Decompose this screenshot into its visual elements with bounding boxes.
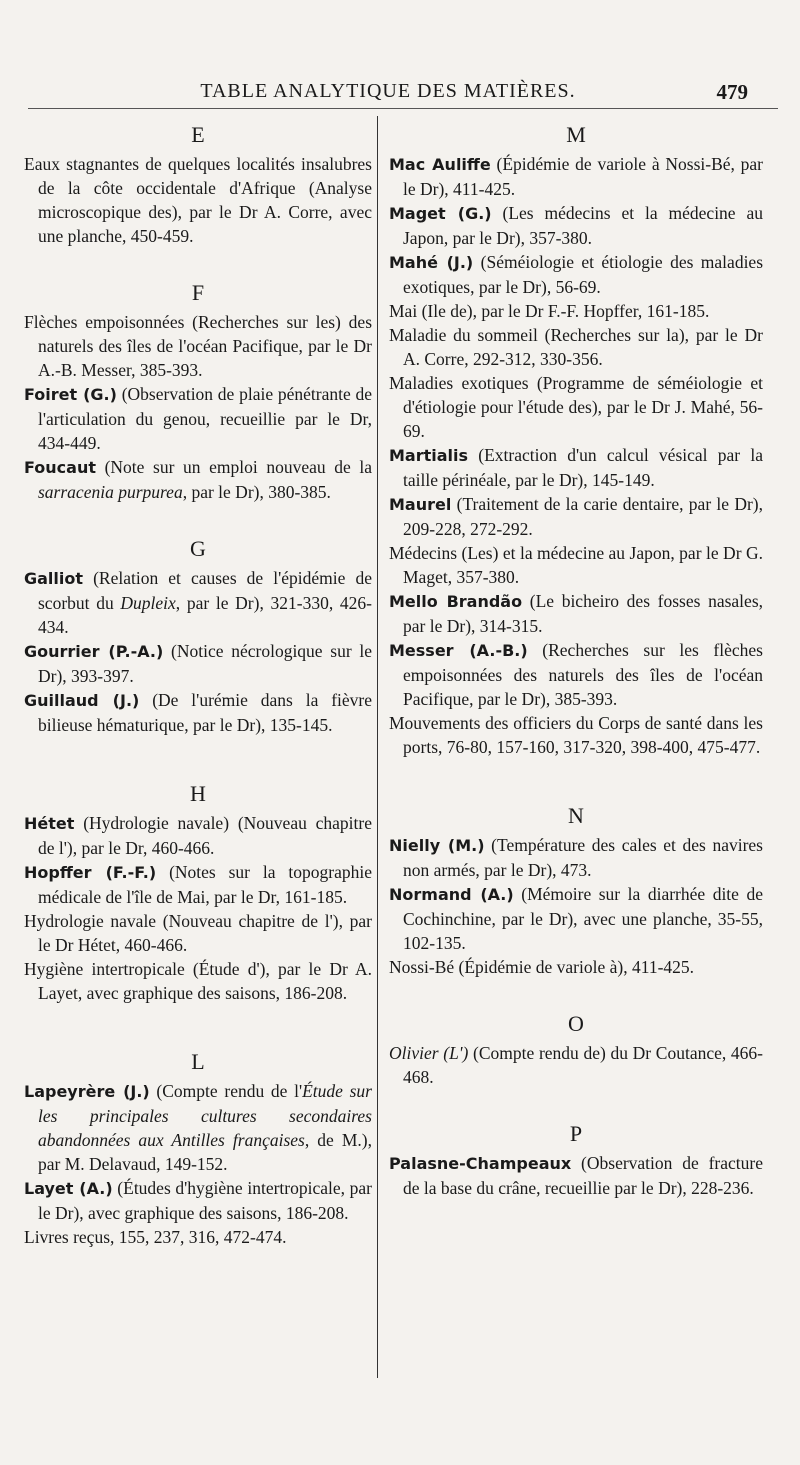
entry-headword: Olivier (L') [389, 1043, 469, 1063]
index-entry: Hétet (Hydrologie navale) (Nouveau chapitre de l'), par le Dr, 460-466. [24, 813, 372, 858]
index-entry: Hydrologie navale (Nouveau chapitre de l'), par le Dr Hétet, 460-466. [24, 911, 372, 955]
section-letter-g: G [190, 536, 206, 561]
index-entry: Gourrier (P.-A.) (Notice nécrologique sur le Dr), 393-397. [24, 641, 372, 686]
entry-headword: Messer (A.-B.) [389, 641, 528, 660]
entry-headword: Guillaud (J.) [24, 691, 140, 710]
entry-headword: Gourrier (P.-A.) [24, 642, 164, 661]
entry-headword: Galliot [24, 569, 84, 588]
index-entry: Lapeyrère (J.) (Compte rendu de l'Étude sur les principales cultures secondaires abandonnées aux Antilles françaises, de M.), par M. Delavaud, 149-152. [24, 1081, 373, 1174]
index-entry: Maget (G.) (Les médecins et la médecine au Japon, par le Dr), 357-380. [389, 203, 763, 248]
index-entry: Eaux stagnantes de quelques localités insalubres de la côte occidentale d'Afrique (Analyse microscopique des), par le Dr A. Corre, avec une planche, 450-459. [24, 154, 372, 246]
entry-headword: Mello Brandão [389, 592, 523, 611]
index-entry: Flèches empoisonnées (Recherches sur les) des naturels des îles de l'océan Pacifique, par le Dr A.-B. Messer, 385-393. [24, 312, 372, 380]
index-entry: Galliot (Relation et causes de l'épidémie de scorbut du Dupleix, par le Dr), 321-330, 426-434. [24, 568, 372, 637]
page-title: TABLE ANALYTIQUE DES MATIÈRES. [200, 80, 576, 102]
index-entry: Martialis (Extraction d'un calcul vésical par la taille périnéale, par le Dr), 145-149. [389, 445, 763, 490]
left-column [24, 118, 372, 1249]
section-letter-f: F [191, 280, 205, 305]
section-letter-e: E [191, 122, 205, 147]
index-entry: Nielly (M.) (Température des cales et des navires non armés, par le Dr), 473. [389, 835, 763, 880]
index-entry: Mouvements des officiers du Corps de santé dans les ports, 76-80, 157-160, 317-320, 398-400, 475-477. [389, 713, 763, 757]
entry-headword: Mahé (J.) [389, 253, 474, 272]
section-letter-n: N [568, 803, 584, 828]
right-column [389, 118, 763, 1200]
entry-headword: Layet (A.) [24, 1179, 113, 1198]
section-letter-h: H [190, 781, 206, 806]
entry-headword: Lapeyrère (J.) [24, 1082, 150, 1101]
index-entry: Mello Brandão (Le bicheiro des fosses nasales, par le Dr), 314-315. [389, 591, 763, 636]
index-entry: Mahé (J.) (Séméiologie et étiologie des maladies exotiques, par le Dr), 56-69. [389, 252, 764, 297]
index-entry: Mai (Ile de), par le Dr F.-F. Hopffer, 161-185. [389, 301, 710, 321]
index-entry: Messer (A.-B.) (Recherches sur les flèches empoisonnées des naturels des îles de l'océan Pacifique, par le Dr), 385-393. [389, 640, 763, 709]
entry-headword: Hopffer (F.-F.) [24, 863, 157, 882]
index-entry: Médecins (Les) et la médecine au Japon, par le Dr G. Maget, 357-380. [389, 543, 763, 587]
index-entry: Olivier (L') (Compte rendu de) du Dr Coutance, 466-468. [389, 1043, 764, 1087]
entry-headword: Palasne-Champeaux [389, 1154, 572, 1173]
index-entry: Palasne-Champeaux (Observation de fracture de la base du crâne, recueillie par le Dr), 228-236. [389, 1153, 763, 1198]
index-entry: Livres reçus, 155, 237, 316, 472-474. [24, 1227, 287, 1247]
entry-headword: Martialis [389, 446, 469, 465]
section-letter-o: O [568, 1011, 584, 1036]
page-number: 479 [716, 80, 748, 104]
entry-headword: Maurel [389, 495, 452, 514]
entry-headword: Maget (G.) [389, 204, 492, 223]
entry-headword: Mac Auliffe [389, 155, 491, 174]
index-entry: Maladies exotiques (Programme de séméiologie et d'étiologie pour l'étude des), par le Dr J. Mahé, 56-69. [389, 373, 763, 441]
section-letter-p: P [569, 1121, 583, 1146]
index-entry: Hopffer (F.-F.) (Notes sur la topographie médicale de l'île de Mai, par le Dr, 161-185. [24, 862, 372, 907]
index-entry: Foiret (G.) (Observation de plaie pénétrante de l'articulation du genou, recueillie par le Dr, 434-449. [24, 384, 372, 453]
entry-headword: Nielly (M.) [389, 836, 485, 855]
index-entry: Nossi-Bé (Épidémie de variole à), 411-425. [389, 957, 695, 977]
entry-headword: Hétet [24, 814, 75, 833]
section-letter-m: M [566, 122, 586, 147]
index-entry: Foucaut (Note sur un emploi nouveau de la sarracenia purpurea, par le Dr), 380-385. [24, 457, 372, 502]
entry-headword: Normand (A.) [389, 885, 514, 904]
index-entry: Maladie du sommeil (Recherches sur la), par le Dr A. Corre, 292-312, 330-356. [389, 325, 763, 369]
running-head [28, 80, 748, 110]
index-entry: Normand (A.) (Mémoire sur la diarrhée dite de Cochinchine, par le Dr), avec une planche, 35-55, 102-135. [389, 884, 763, 953]
index-entry: Mac Auliffe (Épidémie de variole à Nossi-Bé, par le Dr), 411-425. [389, 154, 763, 199]
index-entry: Hygiène intertropicale (Étude d'), par le Dr A. Layet, avec graphique des saisons, 186-208. [24, 959, 372, 1003]
index-entry: Maurel (Traitement de la carie dentaire, par le Dr), 209-228, 272-292. [389, 494, 763, 539]
entry-headword: Foucaut [24, 458, 96, 477]
entry-headword: Foiret (G.) [24, 385, 117, 404]
index-entry: Guillaud (J.) (De l'urémie dans la fièvre bilieuse hématurique, par le Dr), 135-145. [24, 690, 373, 735]
index-entry: Layet (A.) (Études d'hygiène intertropicale, par le Dr), avec graphique des saisons, 186-208. [24, 1178, 372, 1223]
header-rule [28, 108, 778, 109]
section-letter-l: L [191, 1049, 205, 1074]
column-divider [377, 116, 378, 1378]
